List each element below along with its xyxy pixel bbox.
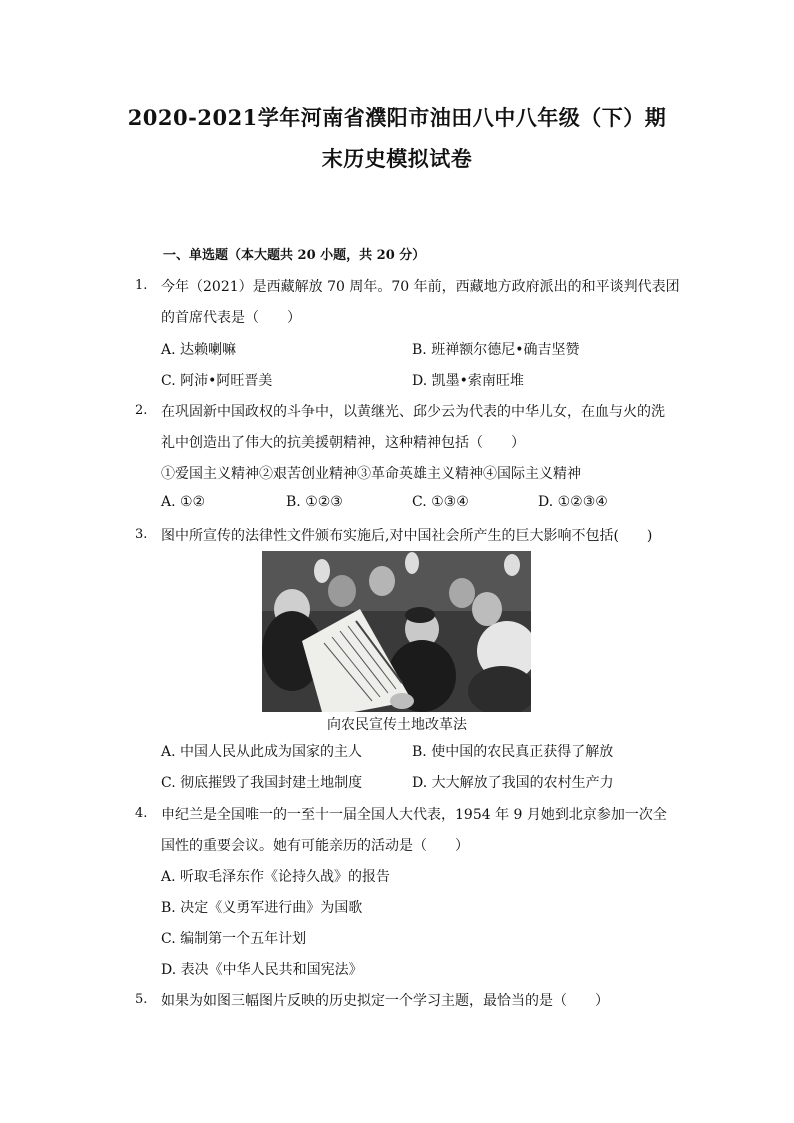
option-b: B. 班禅额尔德尼•确吉坚赞 — [412, 342, 580, 358]
question-text: 礼中创造出了伟大的抗美援朝精神，这种精神包括（ ） — [161, 435, 525, 451]
photo-caption: 向农民宣传土地改革法 — [327, 717, 467, 733]
question-text: ①爱国主义精神②艰苦创业精神③革命英雄主义精神④国际主义精神 — [161, 466, 581, 482]
section-heading: 一、单选题（本大题共 20 小题，共 20 分） — [163, 248, 426, 263]
question-text: 图中所宣传的法律性文件颁布实施后,对中国社会所产生的巨大影响不包括( ) — [161, 528, 653, 544]
option-b: B. ①②③ — [286, 494, 343, 510]
option-c: C. 阿沛•阿旺晋美 — [161, 373, 273, 389]
option-d: D. 凯墨•索南旺堆 — [412, 373, 524, 389]
option-d: D. 表决《中华人民共和国宪法》 — [161, 962, 363, 978]
question-number: 1. — [135, 278, 148, 293]
option-c: C. 彻底摧毁了我国封建土地制度 — [161, 775, 363, 791]
question-number: 5. — [135, 992, 148, 1007]
option-b: B. 使中国的农民真正获得了解放 — [412, 744, 614, 760]
page-title-line2: 末历史模拟试卷 — [321, 146, 473, 171]
option-a: A. ①② — [161, 494, 206, 510]
land-reform-photo — [262, 551, 531, 712]
question-number: 4. — [135, 806, 148, 821]
option-c: C. 编制第一个五年计划 — [161, 931, 307, 947]
question-text: 的首席代表是（ ） — [161, 310, 301, 326]
question-number: 2. — [135, 403, 148, 418]
option-d: D. ①②③④ — [538, 494, 608, 510]
question-text: 申纪兰是全国唯一的一至十一届全国人大代表，1954 年 9 月她到北京参加一次全 — [161, 807, 667, 823]
option-d: D. 大大解放了我国的农村生产力 — [412, 775, 614, 791]
option-a: A. 听取毛泽东作《论持久战》的报告 — [161, 869, 391, 885]
question-text: 如果为如图三幅图片反映的历史拟定一个学习主题，最恰当的是（ ） — [161, 993, 609, 1009]
question-text: 在巩固新中国政权的斗争中，以黄继光、邱少云为代表的中华儿女，在血与火的洗 — [161, 404, 665, 420]
option-a: A. 达赖喇嘛 — [161, 342, 237, 358]
question-number: 3. — [135, 527, 148, 542]
question-text: 国性的重要会议。她有可能亲历的活动是（ ） — [161, 838, 469, 854]
option-c: C. ①③④ — [412, 494, 469, 510]
question-text: 今年（2021）是西藏解放 70 周年。70 年前，西藏地方政府派出的和平谈判代表团 — [161, 279, 680, 295]
option-a: A. 中国人民从此成为国家的主人 — [161, 744, 363, 760]
option-b: B. 决定《义勇军进行曲》为国歌 — [161, 900, 363, 916]
page-title-line1: 2020-2021学年河南省濮阳市油田八中八年级（下）期 — [127, 105, 667, 130]
